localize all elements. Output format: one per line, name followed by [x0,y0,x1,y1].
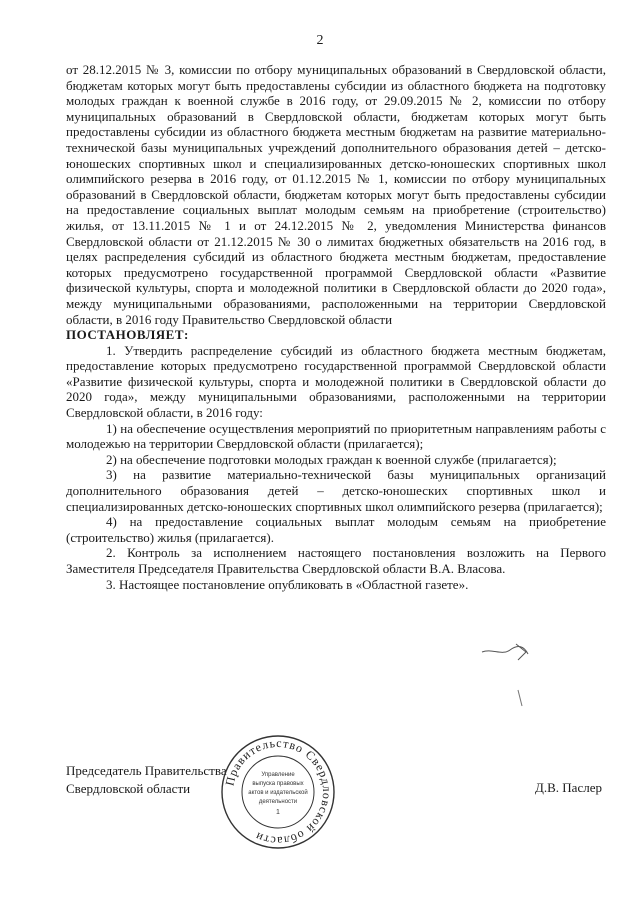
subclause-4: 4) на предоставление социальных выплат молодым семьям на приобретение (строительство) жилья (прилагается). [66,514,606,545]
subclause-1: 1) на обеспечение осуществления мероприятий по приоритетным направлениям работы с молодежью на территории Свердловской области (прилагается); [66,420,606,452]
seal-inner-line3: актов и издательской [248,790,308,796]
subclause-3: 3) на развитие материально-технической базы муниципальных организаций дополнительного образования детей – детско-юношеских спортивных школ и специализированных детско-юношеских спортивных школ олимпийского резерва (прилагается); [66,467,606,514]
official-seal [218,732,338,852]
seal-inner-line4: деятельности [258,799,298,805]
resolution-heading: ПОСТАНОВЛЯЕТ: [66,327,189,343]
page-number: 2 [316,33,324,48]
clause-1: 1. Утвердить распределение субсидий из областного бюджета местным бюджетам, предоставление которых предусмотрено государственной программой Свердловской области «Развитие физической культуры, спорта и молодежной политики в Свердловской области до 2020 года», между муниципальными образованиями, расположенными на территории Свердловской области, в 2016 году: [66,342,606,421]
signatory-name: Д.В. Паслер [535,780,602,795]
seal-ring-text: Правительство Свердловской области [222,735,335,849]
signatory-title [66,762,227,798]
seal-inner-line2: выпуска правовых [252,781,304,787]
signatory-title-line2: Свердловской области [66,781,191,796]
signatory-title-line1: Председатель Правительства [66,763,227,778]
pen-tick-icon [516,688,524,708]
subclause-2: 2) на обеспечение подготовки молодых граждан к военной службе (прилагается); [106,451,557,467]
pen-mark-icon [480,638,530,668]
clause-2: 2. Контроль за исполнением настоящего постановления возложить на Первого Заместителя Председателя Правительства Свердловской области В.А. Власова. [66,545,606,576]
seal-inner-line1: Управление [261,772,295,778]
seal-number: 1 [276,809,280,816]
preamble-paragraph: от 28.12.2015 № 3, комиссии по отбору муниципальных образований в Свердловской области, бюджетам которых могут быть предоставлены субсидии из областного бюджета на подготовку молодых граждан к военной службе в 2016 году, от 29.09.2015 № 2, комиссии по отбору муниципальных образований в Свердловской области, бюджетам которых могут быть предоставлены субсидии из областного бюджета местным бюджетам на развитие материально-технической базы муниципальных учреждений дополнительного образования детей – детско-юношеских спортивных школ и специализированных детско-юношеских спортивных школ олимпийского резерва в 2016 году, от 01.12.2015 № 1, комиссии по отбору муниципальных образований в Свердловской области, бюджетам которых могут быть предоставлены субсидии на предоставление социальных выплат молодым семьям на приобретение (строительство) жилья, от 13.11.2015 № 1 и от 24.12.2015 № 2, уведомления Министерства финансов Свердловской области от 21.12.2015 № 30 о лимитах бюджетных обязательств на 2016 год, в целях распределения субсидий из областного бюджета местным бюджетам, предоставление которых предусмотрено государственной программой Свердловской области «Развитие физической культуры, спорта и молодежной политики в Свердловской области до 2020 года», между муниципальными образованиями, расположенными на территории Свердловской области, в 2016 году Правительство Свердловской области [66,62,606,327]
document-body [66,62,606,592]
clause-3: 3. Настоящее постановление опубликовать в «Областной газете». [106,576,469,592]
